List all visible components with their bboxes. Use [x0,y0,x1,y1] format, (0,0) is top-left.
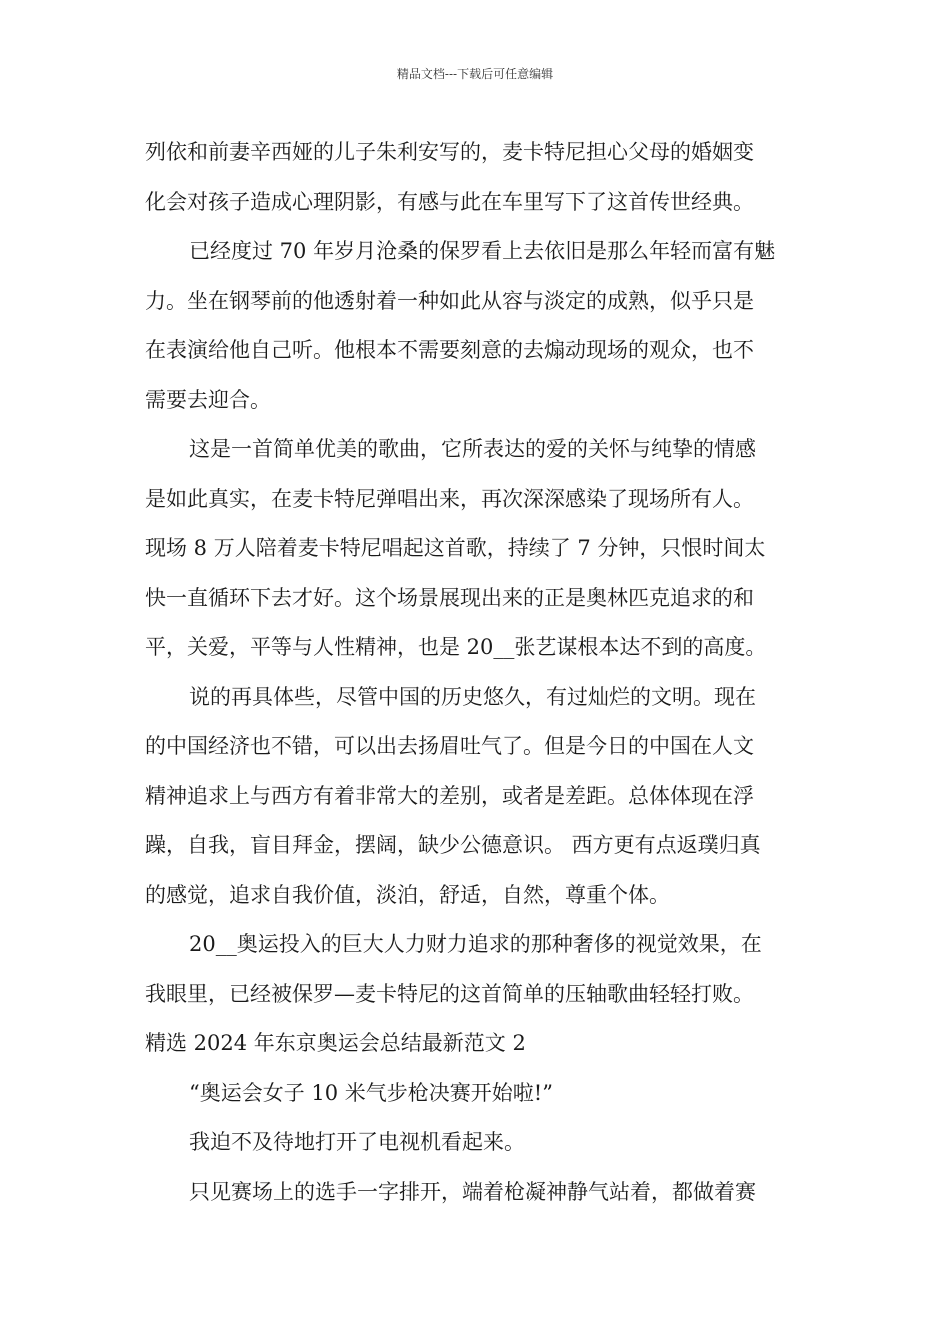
paragraph-line: 的中国经济也不错，可以出去扬眉吐气了。但是今日的中国在人文 [145,734,754,758]
paragraph-line: 现场 8 万人陪着麦卡特尼唱起这首歌，持续了 7 分钟，只恨时间太 [145,536,766,560]
paragraph-line: 只见赛场上的选手一字排开，端着枪凝神静气站着，都做着赛 [189,1179,756,1204]
paragraph-line: 我迫不及待地打开了电视机看起来。 [189,1130,525,1154]
paragraph-line: 平，关爱，平等与人性精神，也是 20__张艺谋根本达不到的高度。 [145,635,767,659]
section-heading: 精选 2024 年东京奥运会总结最新范文 2 [145,1031,526,1055]
paragraph-line: 化会对孩子造成心理阴影，有感与此在车里写下了这首传世经典。 [145,189,754,214]
paragraph-line: “奥运会女子 10 米气步枪决赛开始啦!” [189,1080,553,1105]
document-body [145,128,810,1217]
paragraph-line: 的感觉，追求自我价值，淡泊，舒适，自然，尊重个体。 [145,882,670,907]
paragraph-line: 精神追求上与西方有着非常大的差别，或者是差距。总体体现在浮 [145,783,754,808]
paragraph-line: 需要去迎合。 [145,387,271,412]
paragraph-line: 20__奥运投入的巨大人力财力追求的那种奢侈的视觉效果，在 [189,932,762,956]
paragraph-line: 列依和前妻辛西娅的儿子朱利安写的，麦卡特尼担心父母的婚姻变 [145,140,754,164]
paragraph-line: 这是一首简单优美的歌曲，它所表达的爱的关怀与纯挚的情感 [189,437,756,461]
page-header: 精品文档---下载后可任意编辑 [396,67,554,81]
paragraph-line: 说的再具体些，尽管中国的历史悠久，有过灿烂的文明。现在 [189,684,756,709]
paragraph-line: 是如此真实，在麦卡特尼弹唱出来，再次深深感染了现场所有人。 [145,486,754,511]
paragraph-line: 我眼里，已经被保罗—麦卡特尼的这首简单的压轴歌曲轻轻打败。 [145,981,754,1006]
paragraph-line: 已经度过 70 年岁月沧桑的保罗看上去依旧是那么年轻而富有魅 [189,239,776,263]
paragraph-line: 力。坐在钢琴前的他透射着一种如此从容与淡定的成熟，似乎只是 [145,288,754,313]
paragraph-line: 快一直循环下去才好。这个场景展现出来的正是奥林匹克追求的和 [145,585,754,610]
paragraph-line: 躁，自我，盲目拜金，摆阔，缺少公德意识。 西方更有点返璞归真 [145,833,761,857]
paragraph-line: 在表演给他自己听。他根本不需要刻意的去煽动现场的观众，也不 [145,338,754,362]
